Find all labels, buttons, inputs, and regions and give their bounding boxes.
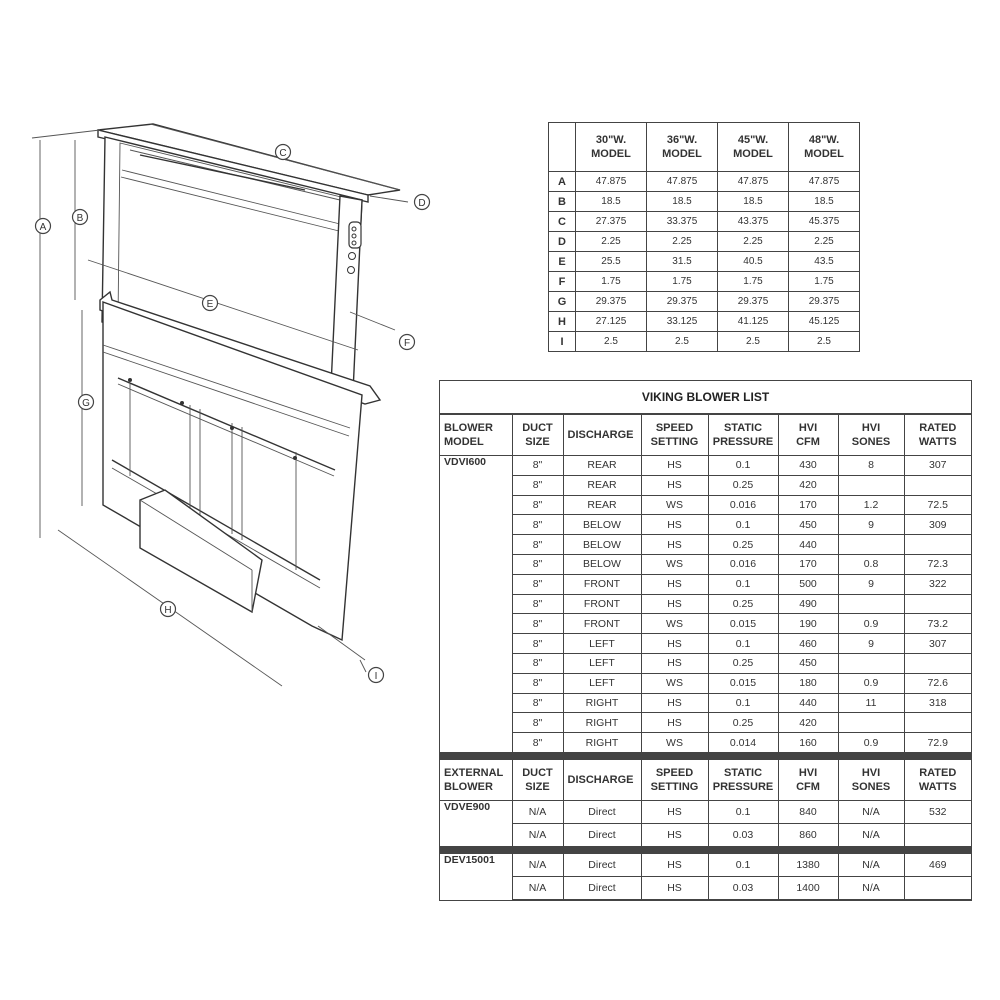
dimension-key: E (549, 252, 576, 272)
divider-bar (440, 846, 971, 853)
blower-row (440, 574, 971, 594)
blower-cell: WS (641, 673, 708, 693)
blower-cell: HS (641, 456, 708, 476)
blower-cell: 8" (512, 594, 563, 614)
blower-cell: 9 (838, 574, 904, 594)
dimension-value: 47.875 (647, 172, 718, 192)
blower-cell: BELOW (563, 515, 641, 535)
blower-cell (904, 535, 971, 555)
blower-cell: LEFT (563, 653, 641, 673)
blower-cell: 450 (778, 653, 838, 673)
blower-cell: 440 (778, 693, 838, 713)
dimension-value: 2.5 (647, 332, 718, 352)
callout-a (36, 219, 51, 234)
blower-model-name: VDVE900 (440, 800, 512, 846)
blower-column-header: HVI SONES (838, 759, 904, 800)
blower-column-header: HVI SONES (838, 415, 904, 456)
dimension-value: 1.75 (647, 272, 718, 292)
blower-cell: Direct (563, 853, 641, 876)
blower-cell: FRONT (563, 574, 641, 594)
blower-cell (904, 653, 971, 673)
blower-cell: BELOW (563, 535, 641, 555)
blower-row (440, 653, 971, 673)
blower-cell: 0.25 (708, 594, 778, 614)
dimension-value: 18.5 (647, 192, 718, 212)
blower-cell: 0.9 (838, 673, 904, 693)
blower-cell: 11 (838, 693, 904, 713)
dimension-key: A (549, 172, 576, 192)
blower-cell: HS (641, 515, 708, 535)
blower-cell: LEFT (563, 673, 641, 693)
blower-column-header: DUCT SIZE (512, 759, 563, 800)
dimension-value: 33.125 (647, 312, 718, 332)
blower-cell: 0.1 (708, 800, 778, 823)
blower-cell: 8" (512, 693, 563, 713)
blower-header-row (440, 415, 971, 456)
dimension-row-b (549, 192, 860, 212)
dimension-row-e (549, 252, 860, 272)
blower-column-header: DUCT SIZE (512, 415, 563, 456)
dimensions-corner-cell (549, 123, 576, 172)
viking-blower-list (439, 380, 972, 901)
blower-cell: Direct (563, 876, 641, 899)
blower-cell: WS (641, 733, 708, 753)
blower-cell: 307 (904, 634, 971, 654)
blower-cell: 860 (778, 823, 838, 846)
blower-column-header: HVI CFM (778, 415, 838, 456)
blower-cell: RIGHT (563, 733, 641, 753)
blower-cell: 8" (512, 554, 563, 574)
blower-cell: LEFT (563, 634, 641, 654)
dimension-value: 2.25 (647, 232, 718, 252)
blower-cell: 8 (838, 456, 904, 476)
blower-cell: 0.016 (708, 495, 778, 515)
blower-cell: REAR (563, 475, 641, 495)
dimension-value: 33.375 (647, 212, 718, 232)
dimension-value: 2.5 (576, 332, 647, 352)
blower-column-header: SPEED SETTING (641, 759, 708, 800)
blower-cell: 8" (512, 475, 563, 495)
blower-cell: 8" (512, 733, 563, 753)
svg-text:E: E (206, 299, 214, 310)
callout-c (276, 145, 291, 160)
blower-cell: 490 (778, 594, 838, 614)
blower-cell: 0.9 (838, 614, 904, 634)
header-30w-model: 30"W. MODEL (576, 123, 647, 172)
blower-cell: 532 (904, 800, 971, 823)
svg-text:H: H (164, 605, 172, 616)
blower-cell: FRONT (563, 614, 641, 634)
blower-row (440, 693, 971, 713)
blower-cell (904, 475, 971, 495)
blower-column-header: BLOWER MODEL (440, 415, 512, 456)
blower-cell: Direct (563, 823, 641, 846)
blower-cell: 160 (778, 733, 838, 753)
blower-cell: 420 (778, 713, 838, 733)
blower-cell: N/A (838, 800, 904, 823)
blower-cell: 440 (778, 535, 838, 555)
blower-cell: WS (641, 614, 708, 634)
dimension-value: 1.75 (789, 272, 860, 292)
blower-cell: WS (641, 554, 708, 574)
dimension-value: 47.875 (789, 172, 860, 192)
dimension-value: 18.5 (718, 192, 789, 212)
blower-table-body (440, 415, 971, 900)
dimension-key: D (549, 232, 576, 252)
dimension-row-i (549, 332, 860, 352)
blower-row (440, 634, 971, 654)
blower-row (440, 535, 971, 555)
dimension-value: 29.375 (576, 292, 647, 312)
blower-cell: HS (641, 594, 708, 614)
blower-column-header: RATED WATTS (904, 759, 971, 800)
header-48w-model: 48"W. MODEL (789, 123, 860, 172)
blower-cell: HS (641, 713, 708, 733)
blower-cell: 0.1 (708, 515, 778, 535)
dimension-value: 18.5 (789, 192, 860, 212)
blower-cell: 8" (512, 634, 563, 654)
svg-text:B: B (76, 213, 84, 224)
dimension-value: 2.25 (789, 232, 860, 252)
blower-cell: N/A (512, 823, 563, 846)
callout-f (400, 335, 415, 350)
blower-cell: RIGHT (563, 693, 641, 713)
blower-cell: 9 (838, 634, 904, 654)
blower-row (440, 495, 971, 515)
blower-list-title: VIKING BLOWER LIST (440, 381, 971, 414)
blower-cell: HS (641, 800, 708, 823)
callout-i (369, 668, 384, 683)
blower-cell: N/A (512, 876, 563, 899)
dimension-value: 29.375 (789, 292, 860, 312)
blower-cell: 0.25 (708, 535, 778, 555)
dimension-value: 43.375 (718, 212, 789, 232)
blower-cell: 0.25 (708, 653, 778, 673)
blower-cell: HS (641, 876, 708, 899)
blower-cell: 1380 (778, 853, 838, 876)
blower-cell: 0.1 (708, 574, 778, 594)
blower-row (440, 733, 971, 753)
blower-cell: HS (641, 853, 708, 876)
divider-bar (440, 752, 971, 759)
blower-column-header: STATIC PRESSURE (708, 415, 778, 456)
blower-cell: 8" (512, 574, 563, 594)
dimension-value: 31.5 (647, 252, 718, 272)
dimension-row-f (549, 272, 860, 292)
blower-cell (904, 876, 971, 899)
blower-cell: 1400 (778, 876, 838, 899)
blower-cell: HS (641, 574, 708, 594)
blower-cell: HS (641, 634, 708, 654)
dimension-value: 29.375 (647, 292, 718, 312)
svg-text:G: G (82, 398, 90, 409)
dimension-value: 41.125 (718, 312, 789, 332)
blower-cell: 309 (904, 515, 971, 535)
dimension-value: 40.5 (718, 252, 789, 272)
blower-cell: 170 (778, 495, 838, 515)
blower-cell: 430 (778, 456, 838, 476)
blower-row (440, 673, 971, 693)
blower-cell: 322 (904, 574, 971, 594)
blower-cell: REAR (563, 456, 641, 476)
blower-cell: HS (641, 653, 708, 673)
blower-cell: 0.1 (708, 853, 778, 876)
blower-cell: 1.2 (838, 495, 904, 515)
svg-text:I: I (374, 671, 378, 682)
blower-cell: REAR (563, 495, 641, 515)
dimension-value: 25.5 (576, 252, 647, 272)
dimension-key: G (549, 292, 576, 312)
callout-b (73, 210, 88, 225)
blower-cell: 0.03 (708, 823, 778, 846)
blower-cell: 0.25 (708, 475, 778, 495)
blower-cell: 8" (512, 535, 563, 555)
dimension-value: 1.75 (576, 272, 647, 292)
svg-text:D: D (418, 198, 426, 209)
blower-row (440, 594, 971, 614)
svg-text:C: C (279, 148, 287, 159)
blower-cell: 72.9 (904, 733, 971, 753)
svg-text:F: F (403, 338, 411, 349)
dimension-key: C (549, 212, 576, 232)
blower-row (440, 515, 971, 535)
blower-cell: Direct (563, 800, 641, 823)
blower-cell: 190 (778, 614, 838, 634)
blower-row (440, 554, 971, 574)
dimension-value: 27.375 (576, 212, 647, 232)
blower-cell: 9 (838, 515, 904, 535)
blower-cell: 307 (904, 456, 971, 476)
blower-cell (838, 594, 904, 614)
blower-cell: 8" (512, 614, 563, 634)
blower-cell: 8" (512, 673, 563, 693)
dimension-value: 45.125 (789, 312, 860, 332)
dimensions-table (548, 122, 860, 352)
dimension-value: 1.75 (718, 272, 789, 292)
blower-cell: 0.015 (708, 673, 778, 693)
dimension-key: H (549, 312, 576, 332)
blower-column-header: RATED WATTS (904, 415, 971, 456)
header-45w-model: 45"W. MODEL (718, 123, 789, 172)
blower-cell: 0.8 (838, 554, 904, 574)
blower-column-header: DISCHARGE (563, 415, 641, 456)
dimension-value: 47.875 (576, 172, 647, 192)
blower-cell: HS (641, 535, 708, 555)
blower-cell: 180 (778, 673, 838, 693)
blower-cell (904, 594, 971, 614)
blower-cell: N/A (512, 853, 563, 876)
blower-cell: 469 (904, 853, 971, 876)
callout-d (415, 195, 430, 210)
blower-row (440, 823, 971, 846)
blower-column-header: SPEED SETTING (641, 415, 708, 456)
dimensions-body (549, 172, 860, 352)
svg-text:A: A (39, 222, 47, 233)
blower-cell: FRONT (563, 594, 641, 614)
blower-cell: 0.9 (838, 733, 904, 753)
blower-cell: 8" (512, 515, 563, 535)
blower-cell (838, 475, 904, 495)
blower-cell (838, 535, 904, 555)
blower-column-header: EXTERNAL BLOWER (440, 759, 512, 800)
blower-cell (904, 823, 971, 846)
blower-cell: 0.1 (708, 693, 778, 713)
dimension-value: 27.125 (576, 312, 647, 332)
section-divider (440, 846, 971, 853)
dimension-value: 45.375 (789, 212, 860, 232)
dimension-value: 2.5 (718, 332, 789, 352)
blower-cell (904, 713, 971, 733)
dimension-value: 47.875 (718, 172, 789, 192)
blower-cell: 460 (778, 634, 838, 654)
blower-row (440, 614, 971, 634)
blower-cell: 8" (512, 495, 563, 515)
blower-cell: N/A (838, 823, 904, 846)
dimension-value: 18.5 (576, 192, 647, 212)
blower-cell: 318 (904, 693, 971, 713)
blower-cell: 72.6 (904, 673, 971, 693)
callout-g (79, 395, 94, 410)
blower-cell: 0.1 (708, 634, 778, 654)
blower-cell: 72.3 (904, 554, 971, 574)
blower-row (440, 876, 971, 899)
blower-model-name: VDVI600 (440, 456, 512, 753)
blower-cell: BELOW (563, 554, 641, 574)
dimension-key: F (549, 272, 576, 292)
dimension-value: 2.5 (789, 332, 860, 352)
blower-cell: HS (641, 693, 708, 713)
blower-cell: 73.2 (904, 614, 971, 634)
section-divider (440, 752, 971, 759)
external-blower-header-row (440, 759, 971, 800)
downdraft-dimension-diagram (0, 0, 440, 720)
blower-column-header: DISCHARGE (563, 759, 641, 800)
blower-cell: 0.1 (708, 456, 778, 476)
dimension-value: 2.25 (576, 232, 647, 252)
blower-row (440, 456, 971, 476)
blower-cell: 0.016 (708, 554, 778, 574)
blower-column-header: HVI CFM (778, 759, 838, 800)
blower-cell: 0.25 (708, 713, 778, 733)
blower-model-name: DEV15001 (440, 853, 512, 899)
dimension-key: B (549, 192, 576, 212)
blower-row (440, 800, 971, 823)
blower-cell: HS (641, 823, 708, 846)
dimension-row-c (549, 212, 860, 232)
blower-cell: 8" (512, 653, 563, 673)
blower-cell: 0.03 (708, 876, 778, 899)
dimension-row-a (549, 172, 860, 192)
blower-cell: N/A (838, 853, 904, 876)
blower-cell: 450 (778, 515, 838, 535)
blower-cell: N/A (838, 876, 904, 899)
dimension-row-g (549, 292, 860, 312)
dimension-key: I (549, 332, 576, 352)
dimension-row-h (549, 312, 860, 332)
blower-cell: RIGHT (563, 713, 641, 733)
dimensions-header-row (549, 123, 860, 172)
blower-column-header: STATIC PRESSURE (708, 759, 778, 800)
blower-cell: 0.015 (708, 614, 778, 634)
blower-table (440, 414, 971, 900)
blower-cell: HS (641, 475, 708, 495)
dimension-value: 43.5 (789, 252, 860, 272)
blower-cell: 0.014 (708, 733, 778, 753)
dimension-value: 2.25 (718, 232, 789, 252)
blower-cell (838, 653, 904, 673)
blower-cell: 8" (512, 456, 563, 476)
blower-row (440, 475, 971, 495)
callout-h (161, 602, 176, 617)
blower-cell: 72.5 (904, 495, 971, 515)
blower-cell: 8" (512, 713, 563, 733)
dimension-value: 29.375 (718, 292, 789, 312)
blower-cell: 840 (778, 800, 838, 823)
blower-row (440, 713, 971, 733)
blower-cell: 170 (778, 554, 838, 574)
blower-cell: N/A (512, 800, 563, 823)
dimension-row-d (549, 232, 860, 252)
blower-cell: WS (641, 495, 708, 515)
blower-row (440, 853, 971, 876)
blower-cell: 420 (778, 475, 838, 495)
callout-e (203, 296, 218, 311)
blower-cell: 500 (778, 574, 838, 594)
blower-cell (838, 713, 904, 733)
header-36w-model: 36"W. MODEL (647, 123, 718, 172)
